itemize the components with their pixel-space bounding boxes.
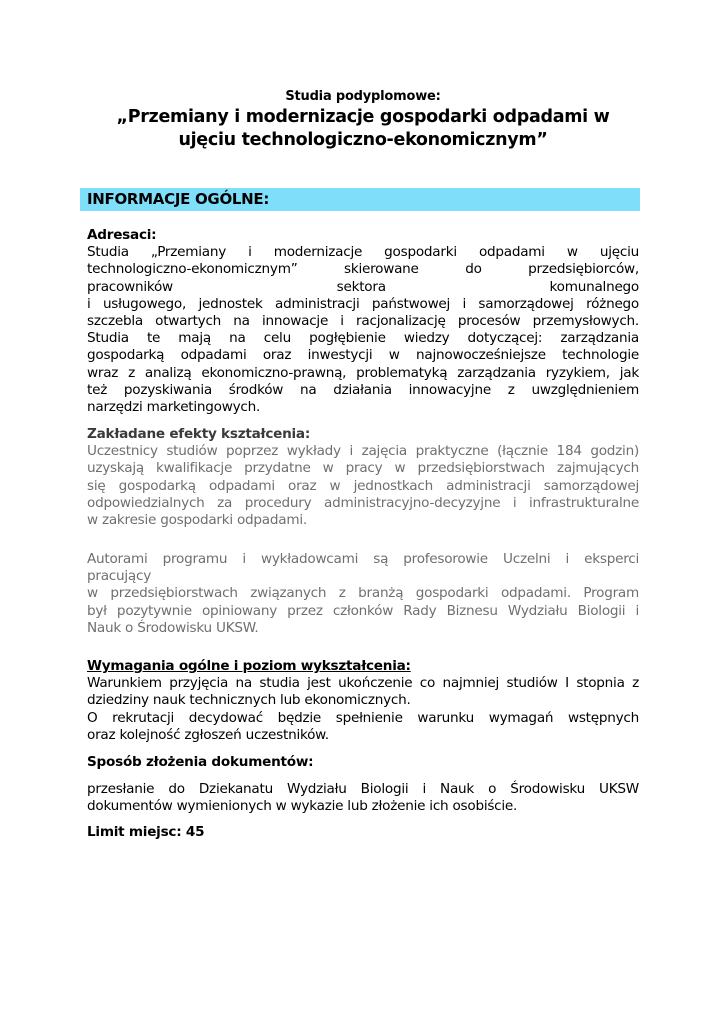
efekty-line: się gospodarką odpadami oraz w jednostkach administracji samorządowej [87, 477, 639, 494]
wymagania-line: oraz kolejność zgłoszeń uczestników. [87, 726, 329, 743]
adresaci-line: pracowników sektora komunalnego [87, 278, 639, 295]
wymagania-line: dziedziny nauk technicznych lub ekonomicznych. [87, 692, 411, 709]
autorzy-section [87, 551, 639, 637]
wymagania-section [87, 658, 639, 744]
efekty-line: Uczestnicy studiów poprzez wykłady i zajęcia praktyczne (łącznie 184 godzin) [87, 443, 639, 460]
wymagania-heading: Wymagania ogólne i poziom wykształcenia: [87, 658, 411, 674]
wymagania-line: Warunkiem przyjęcia na studia jest ukończenie co najmniej studiów I stopnia z [87, 675, 639, 692]
efekty-line: uzyskają kwalifikacje przydatne w pracy w przedsiębiorstwach zajmujących [87, 460, 639, 477]
efekty-line: w zakresie gospodarki odpadami. [87, 512, 307, 529]
adresaci-line: szczebla otwartych na innowacje i racjonalizację procesów przemysłowych. [87, 313, 639, 330]
adresaci-line: Studia „Przemiany i modernizacje gospodarki odpadami w ujęciu [87, 244, 639, 261]
adresaci-section [87, 227, 639, 416]
efekty-section [87, 426, 639, 529]
sposob-heading: Sposób złożenia dokumentów: [87, 754, 314, 770]
sposob-body [87, 781, 639, 815]
adresaci-line: też pozyskiwania środków na działania innowacyjne z uwzględnieniem [87, 381, 639, 398]
adresaci-line: technologiczno-ekonomicznym” skierowane do przedsiębiorców, [87, 261, 639, 278]
autorzy-line: Autorami programu i wykładowcami są profesorowie Uczelni i eksperci [87, 551, 639, 567]
document-title [77, 106, 649, 152]
sposob-line: dokumentów wymienionych w wykazie lub złożenie ich osobiście. [87, 798, 518, 815]
section-banner-label: INFORMACJE OGÓLNE: [87, 190, 270, 208]
limit-section [87, 824, 639, 841]
title-line: ujęciu technologiczno-ekonomicznym” [178, 130, 548, 150]
autorzy-line: Nauk o Środowisku UKSW. [87, 619, 259, 636]
adresaci-line: wraz z analizą ekonomiczno-prawną, problematyką zarządzania ryzykiem, jak [87, 364, 639, 381]
title-line: „Przemiany i modernizacje gospodarki odpadami w [116, 107, 610, 127]
autorzy-line: pracujący [87, 568, 152, 585]
sposob-section [87, 754, 639, 771]
limit-label: Limit miejsc: 45 [87, 824, 205, 840]
wymagania-line: O rekrutacji decydować będzie spełnienie warunku wymagań wstępnych [87, 709, 639, 726]
autorzy-line: w przedsiębiorstwach związanych z branżą gospodarki odpadami. Program [87, 585, 639, 602]
autorzy-line: był pozytywnie opiniowany przez członków Rady Biznesu Wydziału Biologii i [87, 602, 639, 619]
adresaci-line: Studia te mają na celu pogłębienie wiedzy dotyczącej: zarządzania [87, 330, 639, 347]
efekty-heading: Zakładane efekty kształcenia: [87, 426, 311, 442]
efekty-line: odpowiedzialnych za procedury administracyjno-decyzyjne i infrastrukturalne [87, 494, 639, 511]
adresaci-line: narzędzi marketingowych. [87, 399, 261, 416]
sposob-line: przesłanie do Dziekanatu Wydziału Biologii i Nauk o Środowisku UKSW [87, 781, 639, 797]
document-subtitle: Studia podyplomowe: [285, 89, 441, 104]
section-banner [80, 188, 640, 211]
adresaci-heading: Adresaci: [87, 227, 157, 243]
adresaci-line: i usługowego, jednostek administracji państwowej i samorządowej różnego [87, 295, 639, 312]
adresaci-line: gospodarką odpadami oraz inwestycji w najnowocześniejsze technologie [87, 347, 639, 364]
